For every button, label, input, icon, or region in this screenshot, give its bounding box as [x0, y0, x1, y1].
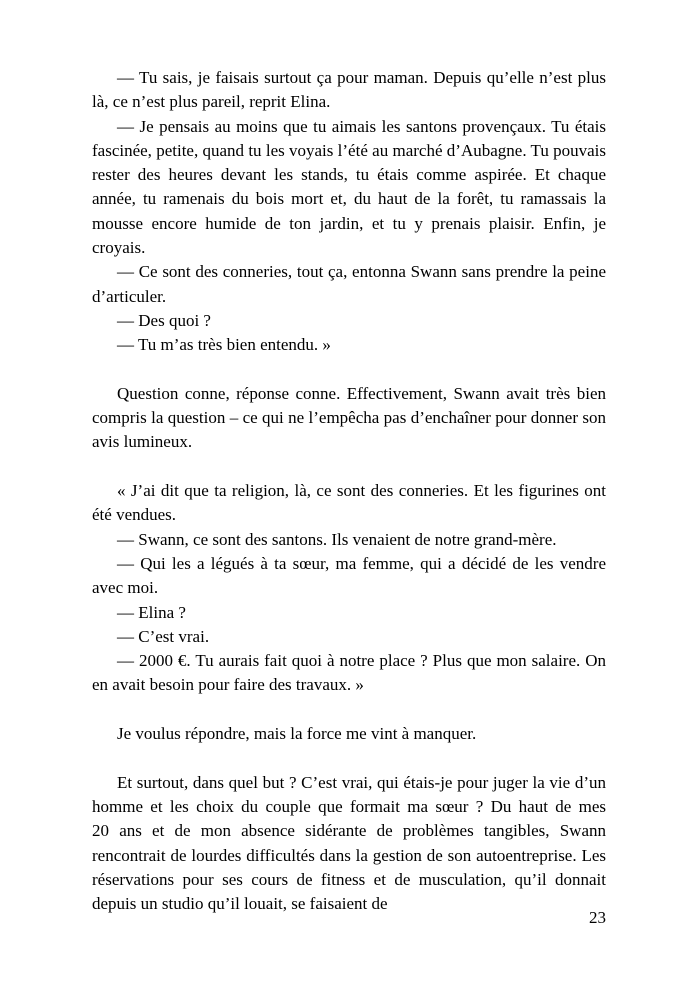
paragraph: — Tu m’as très bien entendu. » — [117, 335, 331, 355]
paragraph: — Qui les a légués à ta sœur, ma femme, qui a décidé de les vendre avec moi. — [92, 553, 606, 598]
paragraph: — Je pensais au moins que tu aimais les santons provençaux. Tu étais fascinée, petite, quand tu les voyais l’été au marché d’Aubagne. Tu pouvais rester des heures devant les stands, tu étais comme aspirée. Et chaque année, tu ramenais du bois mort et, du haut de la forêt, tu ramassais la mousse encore humide de ton jardin, et tu y prenais plaisir. Enfin, je croyais. — [92, 116, 606, 258]
paragraph: — Ce sont des conneries, tout ça, entonna Swann sans prendre la peine d’articuler. — [92, 262, 606, 306]
paragraph: « J’ai dit que ta religion, là, ce sont des conneries. Et les figurines ont été vendues. — [92, 481, 606, 525]
paragraph: Question conne, réponse conne. Effectivement, Swann avait très bien compris la question – ce qui ne l’empêcha pas d’enchaîner pour donner son avis lumineux. — [92, 383, 606, 452]
paragraph: Et surtout, dans quel but ? C’est vrai, qui étais-je pour juger la vie d’un homme et les choix du couple que formait ma sœur ? Du haut de mes 20 ans et de mon absence sidérante de problèmes tangibles, Swann rencontrait de lourdes difficultés dans la gestion de son autoentreprise. Les réservations pour ses cours de fitness et de musculation, qu’il donnait depuis un studio qu’il louait, se faisaient de — [92, 772, 606, 914]
paragraph: — Tu sais, je faisais surtout ça pour maman. Depuis qu’elle n’est plus là, ce n’est plus pareil, reprit Elina. — [92, 68, 606, 112]
paragraph: — 2000 €. Tu aurais fait quoi à notre place ? Plus que mon salaire. On en avait besoin pour faire des travaux. » — [92, 651, 606, 695]
paragraph: — C’est vrai. — [117, 626, 210, 646]
page-text — [92, 66, 606, 916]
paragraph: — Swann, ce sont des santons. Ils venaient de notre grand-mère. — [117, 529, 557, 549]
paragraph: — Des quoi ? — [117, 310, 211, 330]
page-number: 23 — [589, 908, 606, 927]
paragraph: — Elina ? — [117, 602, 186, 622]
paragraph: Je voulus répondre, mais la force me vint à manquer. — [117, 724, 477, 744]
